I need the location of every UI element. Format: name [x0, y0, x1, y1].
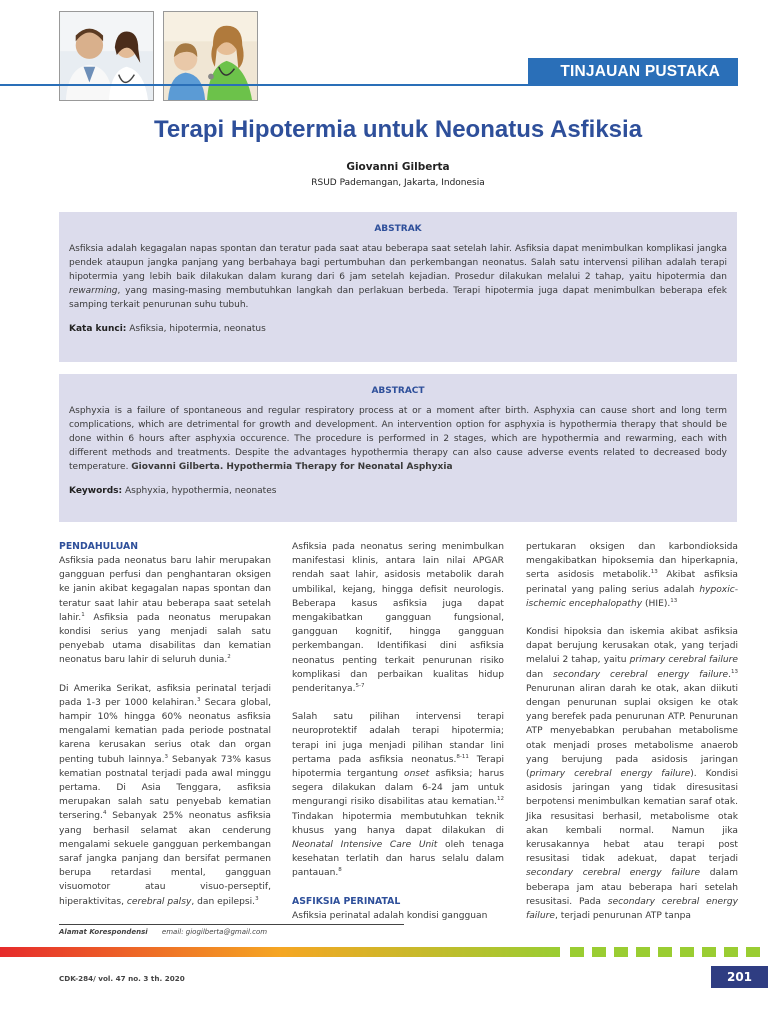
journal-info: CDK-284/ vol. 47 no. 3 th. 2020 — [59, 974, 185, 983]
correspondence-email: email: giogilberta@gmail.com — [161, 928, 268, 936]
decorative-gradient-stripe — [0, 947, 560, 957]
body-column-1 — [59, 540, 271, 909]
section-label: TINJAUAN PUSTAKA — [528, 58, 738, 86]
abstract-box — [59, 374, 737, 522]
abstrak-heading: ABSTRAK — [374, 224, 422, 234]
paragraph: Di Amerika Serikat, asfiksia perinatal terjadi pada 1-3 per 1000 kelahiran.$^3$ Secara global, hampir 10% hingga 60% neonatus asfiksia mengalami kematian pada periode postnatal karena kerusakan serius otak dan organ penting tubuh lainnya.$^3$ Sebanyak 73% kasus kematian postnatal terjadi pada awal minggu pertama. Di Asia Tenggara, asfiksia merupakan salah satu penyebab kematian tersering.$^4$ Sebanyak 25% neonatus asfiksia yang berhasil selamat akan cenderung mengalami sekuele gangguan perkembangan saraf jangka panjang dan bersifat permanen berupa retardasi mental, gangguan visuomotor atau visuo-perseptif, hiperaktivitas, cerebral palsy, dan epilepsi.$^3$ — [59, 683, 271, 907]
author-name: Giovanni Gilberta — [346, 161, 450, 173]
decorative-square — [746, 947, 760, 957]
paragraph: Asfiksia pada neonatus sering menimbulkan manifestasi klinis, antara lain nilai APGAR rendah saat lahir, asidosis metabolik darah umbilikal, kejang, hingga defisit neurologis. Beberapa kasus asfiksia juga dapat mengakibatkan gangguan fungsional, gangguan kognitif, hingga gangguan perkembangan. Identifikasi dini asfiksia neonatus penting terkait penurunan risiko komplikasi dan perbaikan kualitas hidup penderitanya.$^{5-7}$ — [292, 542, 504, 695]
correspondence-label: Alamat Korespondensi — [59, 928, 148, 936]
author-affiliation: RSUD Pademangan, Jakarta, Indonesia — [311, 178, 485, 188]
paragraph: Asfiksia pada neonatus baru lahir merupakan gangguan perfusi dan penghantaran oksigen ke janin akibat kegagalan napas spontan dan teratur saat lahir atau beberapa saat setelah lahir.$^1$ Asfiksia pada neonatus merupakan kondisi serius yang menjadi salah satu penyebab utama disabilitas dan kematian neonatus baru lahir di seluruh dunia.$^2$ — [59, 556, 271, 666]
decorative-square — [724, 947, 738, 957]
abstract-body: Asphyxia is a failure of spontaneous and regular respiratory process at or a moment after birth. Asphyxia can cause short and long term complications, which are detrimental for growth and development. An intervention option for asphyxia is hypothermia therapy that should be done within 6 hours after asphyxia occurence. The procedure is performed in 2 stages, which are hypothermia and rewarming, each with different methods and treatments. Despite the advantages hypothermia therapy can also cause adverse events related to decreased body temperature. Giovanni Gilberta. Hypothermia Therapy for Neonatal Asphyxia — [69, 406, 727, 472]
pediatrician-with-child-photo — [163, 11, 258, 101]
abstrak-keywords: Kata kunci: Asfiksia, hipotermia, neonatus — [69, 324, 266, 334]
decorative-square — [570, 947, 584, 957]
decorative-square — [658, 947, 672, 957]
body-column-3 — [526, 540, 738, 923]
section-heading-pendahuluan: PENDAHULUAN — [59, 541, 139, 552]
article-title: Terapi Hipotermia untuk Neonatus Asfiksia — [153, 116, 643, 143]
section-heading-asfiksia-perinatal: ASFIKSIA PERINATAL — [292, 895, 401, 907]
decorative-square — [636, 947, 650, 957]
decorative-square — [614, 947, 628, 957]
paragraph: pertukaran oksigen dan karbondioksida mengakibatkan hipoksemia dan hiperkapnia, serta asidosis metabolik.$^{13}$ Akibat asfiksia perinatal yang paling serius adalah hypoxic-ischemic encephalopathy (HIE).$^{13}$ — [526, 542, 738, 609]
abstract-citation: Giovanni Gilberta. Hypothermia Therapy for Neonatal Asphyxia — [131, 462, 453, 472]
paragraph: Salah satu pilihan intervensi terapi neuroprotektif adalah terapi hipotermia; terapi ini juga menjadi pilihan standar lini pertama pada asfiksia neonatus.$^{8-11}$ Terapi hipotermia tergantung onset asfiksia; harus segera dilakukan dalam 6-24 jam untuk mengurangi risiko disabilitas atau kematian.$^{12}$ Tindakan hipotermia membutuhkan teknik khusus yang hanya dapat dilakukan di Neonatal Intensive Care Unit oleh tenaga kesehatan terlatih dan harus selalu dalam pantauan.$^8$ — [292, 712, 504, 879]
decorative-color-bar — [0, 946, 768, 958]
abstract-heading: ABSTRACT — [371, 386, 425, 396]
paragraph: Kondisi hipoksia dan iskemia akibat asfiksia dapat berujung kerusakan otak, yang terjadi melalui 2 tahap, yaitu primary cerebral failure dan secondary cerebral energy failure.$^{13}$ Penurunan aliran darah ke otak, akan diikuti dengan penurunan suplai oksigen ke otak yang berefek pada penurunan ATP. Penurunan ATP menyebabkan perubahan metabolisme otak menjadi proses metabolisme anaerob yang berujung pada asidosis jaringan (primary cerebral energy failure). Kondisi asidosis jaringan yang tidak diresusitasi berpotensi menimbulkan kematian saraf otak. Jika resusitasi berhasil, metabolisme otak akan kembali normal. Namun jika kerusakannya hebat atau terapi post resusitasi tidak adekuat, dapat terjadi secondary cerebral energy failure dalam beberapa jam atau beberapa hari setelah resusitasi. Pada secondary cerebral energy failure, terjadi penurunan ATP tanpa — [526, 627, 739, 922]
decorative-square — [680, 947, 694, 957]
abstract-keywords: Keywords: Asphyxia, hypothermia, neonates — [69, 486, 277, 496]
decorative-square — [592, 947, 606, 957]
correspondence-rule — [59, 924, 404, 925]
decorative-square — [702, 947, 716, 957]
paragraph: Asfiksia perinatal adalah kondisi gangguan — [292, 910, 488, 921]
doctors-photo — [59, 11, 154, 101]
correspondence — [59, 928, 267, 936]
body-column-2 — [292, 540, 504, 923]
abstrak-body: Asfiksia adalah kegagalan napas spontan dan teratur pada saat atau beberapa saat setelah lahir. Asfiksia dapat menimbulkan komplikasi jangka pendek ataupun jangka panjang yang berbahaya bagi pertumbuhan dan perkembangan neonatus. Salah satu intervensi pilihan adalah terapi hipotermia yang lebih baik dilakukan dalam kurang dari 6 jam setelah kejadian. Prosedur dilakukan melalui 2 tahap, yaitu hipotermia dan rewarming, yang masing-masing membutuhkan langkah dan perlakuan berbeda. Terapi hipotermia juga dapat menimbulkan beberapa efek samping terkait penurunan suhu tubuh. — [69, 244, 727, 310]
page-number: 201 — [711, 966, 768, 988]
abstrak-box — [59, 212, 737, 362]
